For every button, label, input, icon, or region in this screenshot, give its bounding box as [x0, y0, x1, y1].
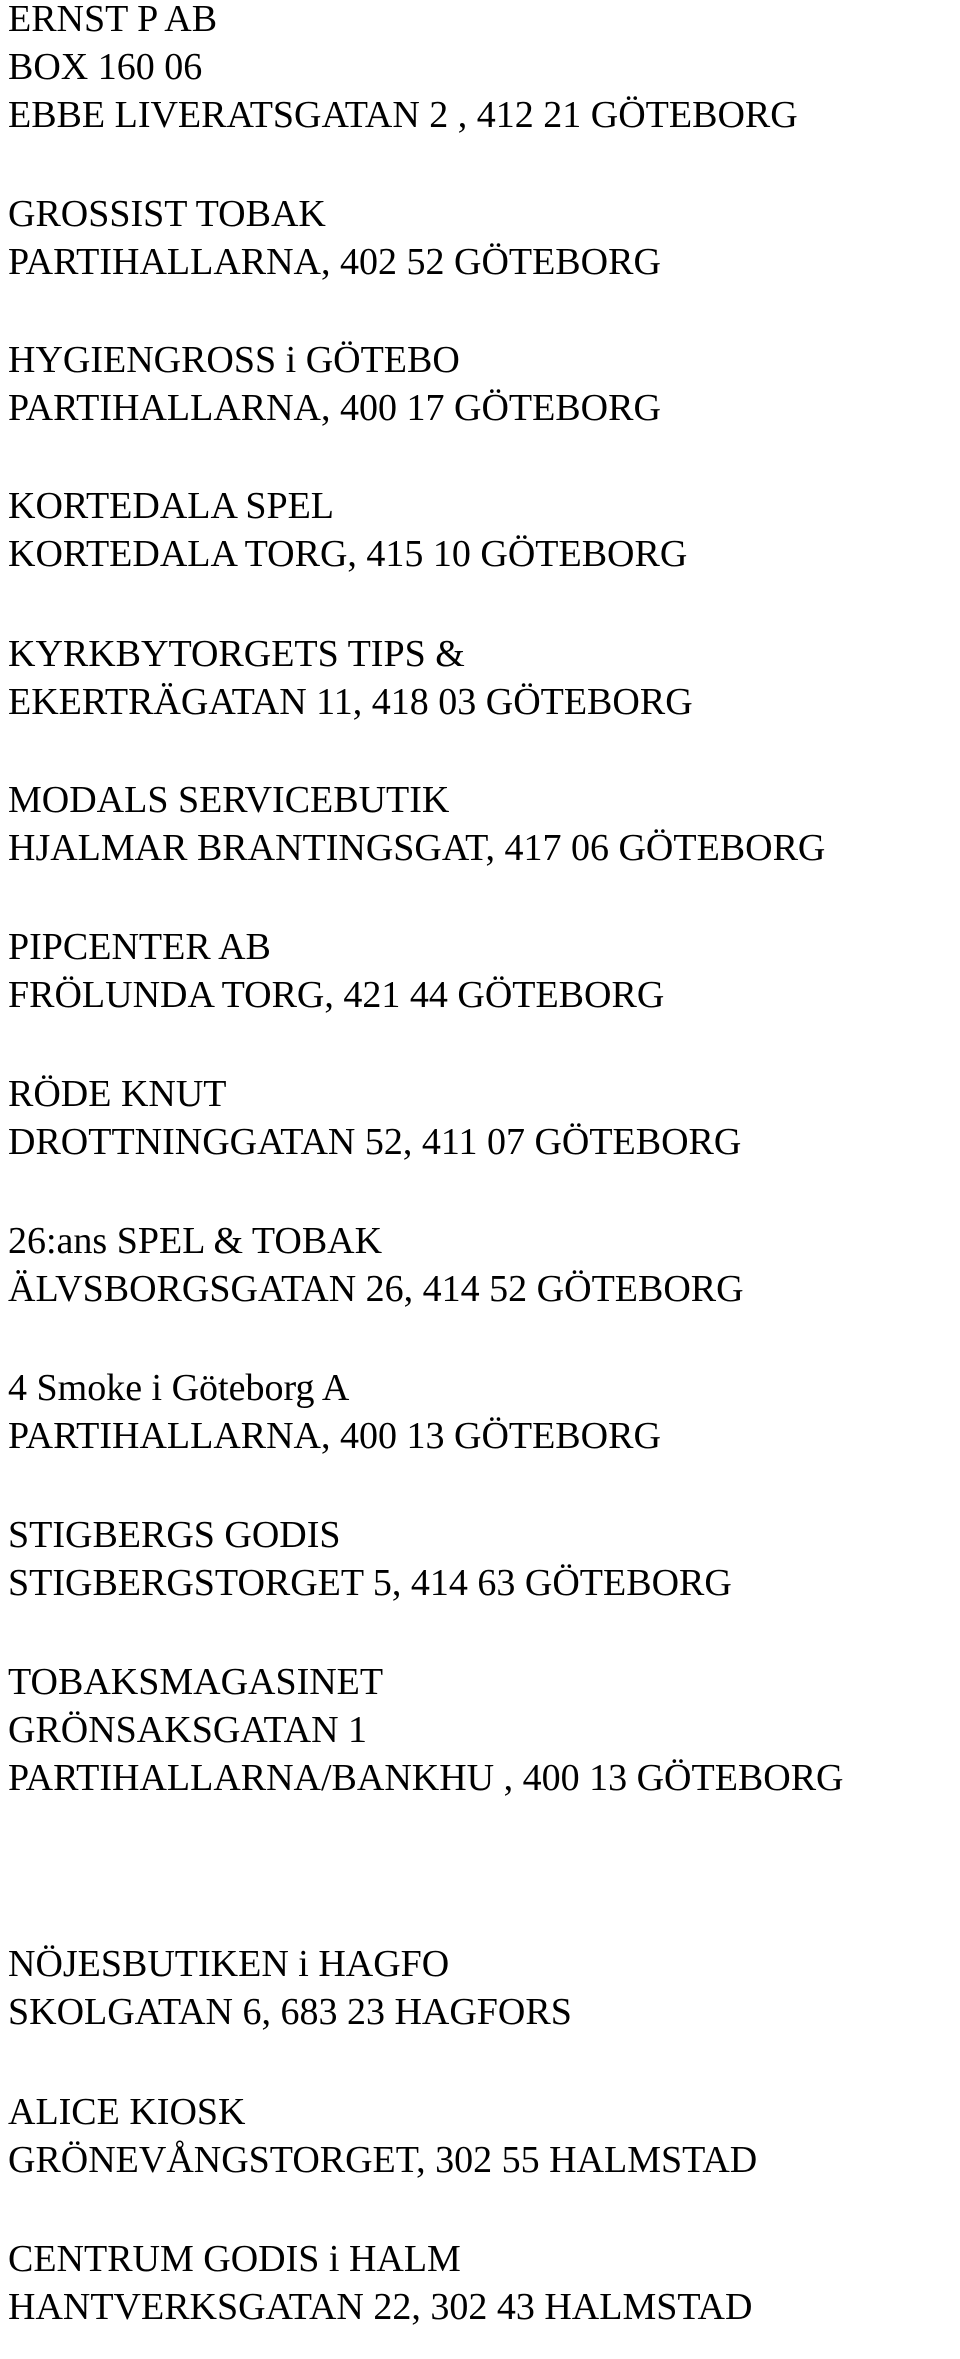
address-entry — [8, 0, 956, 139]
business-name: PIPCENTER AB — [8, 926, 271, 968]
business-name: 4 Smoke i Göteborg A — [8, 1367, 350, 1409]
address-line: PARTIHALLARNA, 402 52 GÖTEBORG — [8, 241, 661, 283]
address-entry — [8, 1940, 956, 2036]
business-name: KYRKBYTORGETS TIPS & — [8, 633, 465, 675]
business-name: KORTEDALA SPEL — [8, 485, 335, 527]
business-name: GROSSIST TOBAK — [8, 193, 326, 235]
business-name: STIGBERGS GODIS — [8, 1514, 341, 1556]
address-entry — [8, 1217, 956, 1313]
address-entry — [8, 336, 956, 432]
address-line: FRÖLUNDA TORG, 421 44 GÖTEBORG — [8, 974, 665, 1016]
address-entry — [8, 1070, 956, 1166]
address-entry — [8, 482, 956, 578]
address-entry — [8, 2088, 956, 2184]
address-entry — [8, 776, 956, 872]
address-line: SKOLGATAN 6, 683 23 HAGFORS — [8, 1991, 572, 2033]
address-line: KORTEDALA TORG, 415 10 GÖTEBORG — [8, 533, 688, 575]
address-entry — [8, 1364, 956, 1460]
business-name: ALICE KIOSK — [8, 2091, 246, 2133]
address-line: GRÖNSAKSGATAN 1 — [8, 1709, 368, 1751]
address-line: BOX 160 06 — [8, 46, 203, 88]
business-name: HYGIENGROSS i GÖTEBO — [8, 339, 460, 381]
address-entry — [8, 1511, 956, 1607]
business-name: NÖJESBUTIKEN i HAGFO — [8, 1943, 450, 1985]
address-line: DROTTNINGGATAN 52, 411 07 GÖTEBORG — [8, 1121, 742, 1163]
business-name: MODALS SERVICEBUTIK — [8, 779, 450, 821]
business-name: CENTRUM GODIS i HALM — [8, 2238, 461, 2280]
address-line: EKERTRÄGATAN 11, 418 03 GÖTEBORG — [8, 681, 693, 723]
address-entry — [8, 1658, 956, 1802]
address-entry — [8, 923, 956, 1019]
address-entry — [8, 190, 956, 286]
address-line: GRÖNEVÅNGSTORGET, 302 55 HALMSTAD — [8, 2139, 758, 2181]
address-line: PARTIHALLARNA, 400 13 GÖTEBORG — [8, 1415, 661, 1457]
address-line: HJALMAR BRANTINGSGAT, 417 06 GÖTEBORG — [8, 827, 826, 869]
business-name: 26:ans SPEL & TOBAK — [8, 1220, 383, 1262]
address-entry — [8, 630, 956, 726]
address-entry — [8, 2235, 956, 2331]
address-line: HANTVERKSGATAN 22, 302 43 HALMSTAD — [8, 2286, 753, 2328]
address-line: EBBE LIVERATSGATAN 2 , 412 21 GÖTEBORG — [8, 94, 798, 136]
business-name: RÖDE KNUT — [8, 1073, 227, 1115]
address-line: STIGBERGSTORGET 5, 414 63 GÖTEBORG — [8, 1562, 732, 1604]
address-line: ÄLVSBORGSGATAN 26, 414 52 GÖTEBORG — [8, 1268, 744, 1310]
business-name: ERNST P AB — [8, 0, 218, 40]
business-name: TOBAKSMAGASINET — [8, 1661, 384, 1703]
address-line: PARTIHALLARNA, 400 17 GÖTEBORG — [8, 387, 661, 429]
address-line: PARTIHALLARNA/BANKHU , 400 13 GÖTEBORG — [8, 1757, 844, 1799]
